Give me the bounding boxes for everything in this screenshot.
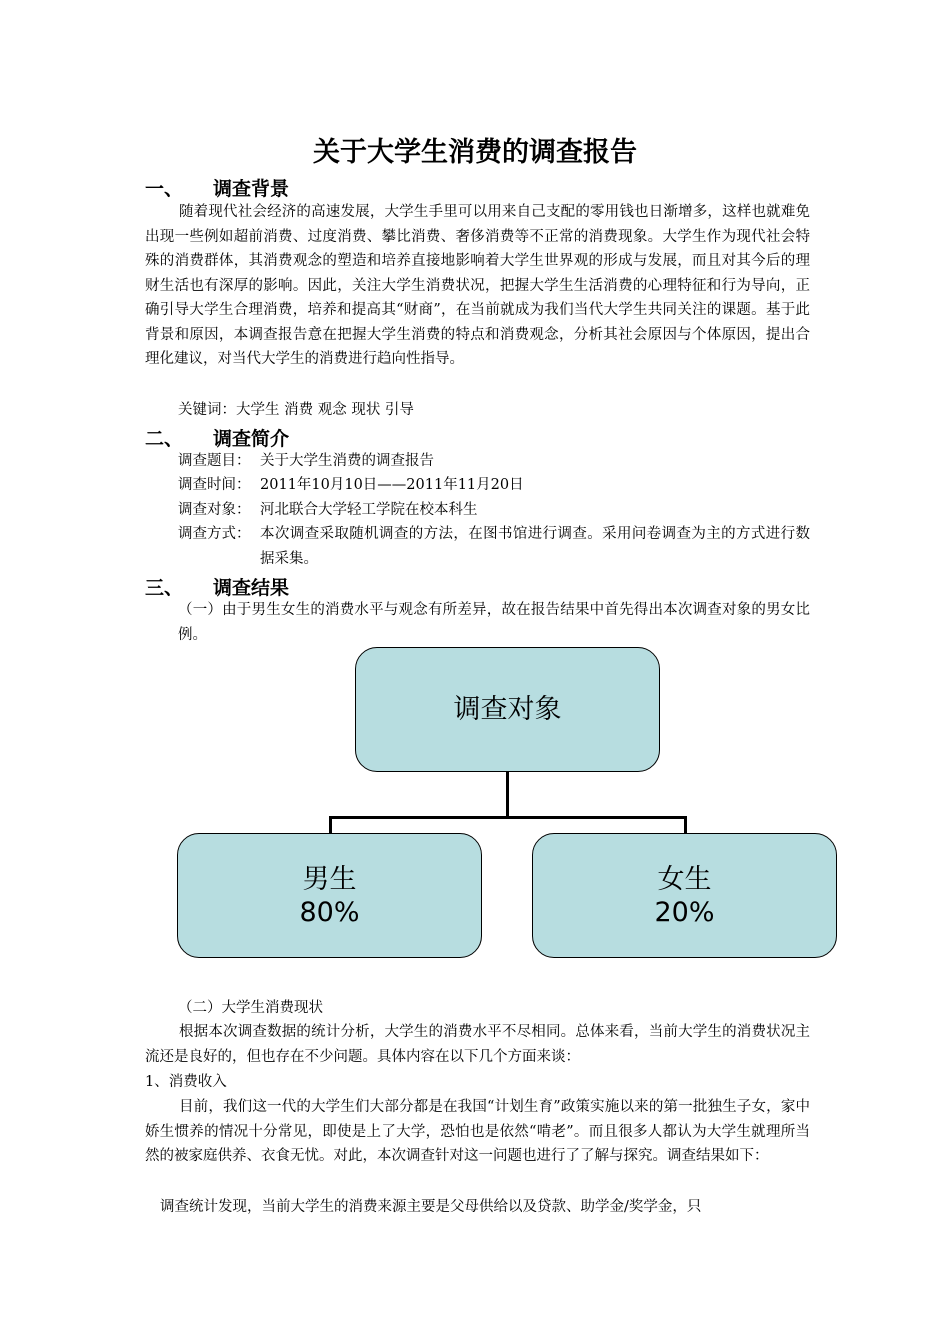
diagram-male-box	[177, 833, 482, 958]
diagram-female-box	[532, 833, 837, 958]
section-title: 调查简介	[213, 428, 290, 450]
diagram-connector-right	[684, 816, 687, 833]
survey-topic-row	[178, 449, 810, 474]
female-percent: 20%	[654, 896, 715, 928]
diagram-root-box	[355, 647, 660, 772]
section-number: 二、	[145, 428, 184, 450]
survey-time-label: 调查时间：	[178, 477, 251, 493]
section-heading-background	[145, 174, 289, 200]
survey-topic-label: 调查题目：	[178, 453, 251, 469]
section-heading-overview	[145, 424, 289, 450]
section-number: 三、	[145, 577, 184, 599]
survey-time-value: 2011年10月10日——2011年11月20日	[260, 477, 524, 493]
survey-subject-row	[178, 498, 810, 523]
survey-subject-value: 河北联合大学轻工学院在校本科生	[260, 502, 478, 518]
background-paragraph: 随着现代社会经济的高速发展，大学生手里可以用来自己支配的零用钱也日渐增多，这样也就难免出现一些例如超前消费、过度消费、攀比消费、奢侈消费等不正常的消费现象。大学生作为现代社会特殊的消费群体，其消费观念的塑造和培养直接地影响着大学生世界观的形成与发展，而且对其今后的理财生活也有深厚的影响。因此，关注大学生消费状况，把握大学生生活消费的心理特征和行为导向，正确引导大学生合理消费，培养和提高其“财商”，在当前就成为我们当代大学生共同关注的课题。基于此背景和原因，本调查报告意在把握大学生消费的特点和消费观念，分析其社会原因与个体原因，提出合理化建议，对当代大学生的消费进行趋向性指导。	[145, 204, 810, 367]
results-part1: （一）由于男生女生的消费水平与观念有所差异，故在报告结果中首先得出本次调查对象的男女比例。	[178, 602, 810, 643]
survey-time-row	[178, 473, 810, 498]
survey-method-label: 调查方式：	[178, 526, 251, 542]
diagram-connector-horizontal	[329, 816, 687, 819]
male-percent: 80%	[299, 896, 360, 928]
male-label: 男生	[302, 863, 357, 895]
section-heading-results	[145, 573, 289, 599]
subsection-income-body: 目前，我们这一代的大学生们大部分都是在我国“计划生育”政策实施以来的第一批独生子女，家中娇生惯养的情况十分常见，即使是上了大学，恐怕也是依然“啃老”。而且很多人都认为大学生就理所当然的被家庭供养、衣食无忧。对此，本次调查针对这一问题也进行了了解与探究。调查结果如下：	[145, 1099, 810, 1164]
diagram-root-label: 调查对象	[453, 694, 562, 725]
results-part2-body: 根据本次调查数据的统计分析，大学生的消费水平不尽相同。总体来看，当前大学生的消费状况主流还是良好的，但也存在不少问题。具体内容在以下几个方面来谈：	[145, 1024, 810, 1065]
survey-method-row	[178, 522, 810, 571]
results-part2-title: （二）大学生消费现状	[178, 1000, 323, 1016]
subsection-income-title: 1、消费收入	[145, 1074, 227, 1090]
section-title: 调查结果	[213, 577, 290, 599]
survey-topic-value: 关于大学生消费的调查报告	[260, 453, 434, 469]
subsection-income-last-line: 调查统计发现，当前大学生的消费来源主要是父母供给以及贷款、助学金/奖学金，只	[160, 1199, 702, 1215]
diagram-connector-left	[329, 816, 332, 833]
survey-subject-label: 调查对象：	[178, 502, 251, 518]
keywords-line: 关键词：大学生 消费 观念 现状 引导	[178, 402, 414, 418]
survey-method-value: 本次调查采取随机调查的方法，在图书馆进行调查。采用问卷调查为主的方式进行数据采集。	[260, 526, 810, 567]
section-number: 一、	[145, 178, 184, 200]
page-title: 关于大学生消费的调查报告	[313, 137, 637, 168]
section-title: 调查背景	[213, 178, 290, 200]
female-label: 女生	[657, 863, 712, 895]
diagram-connector-vertical	[506, 772, 509, 817]
